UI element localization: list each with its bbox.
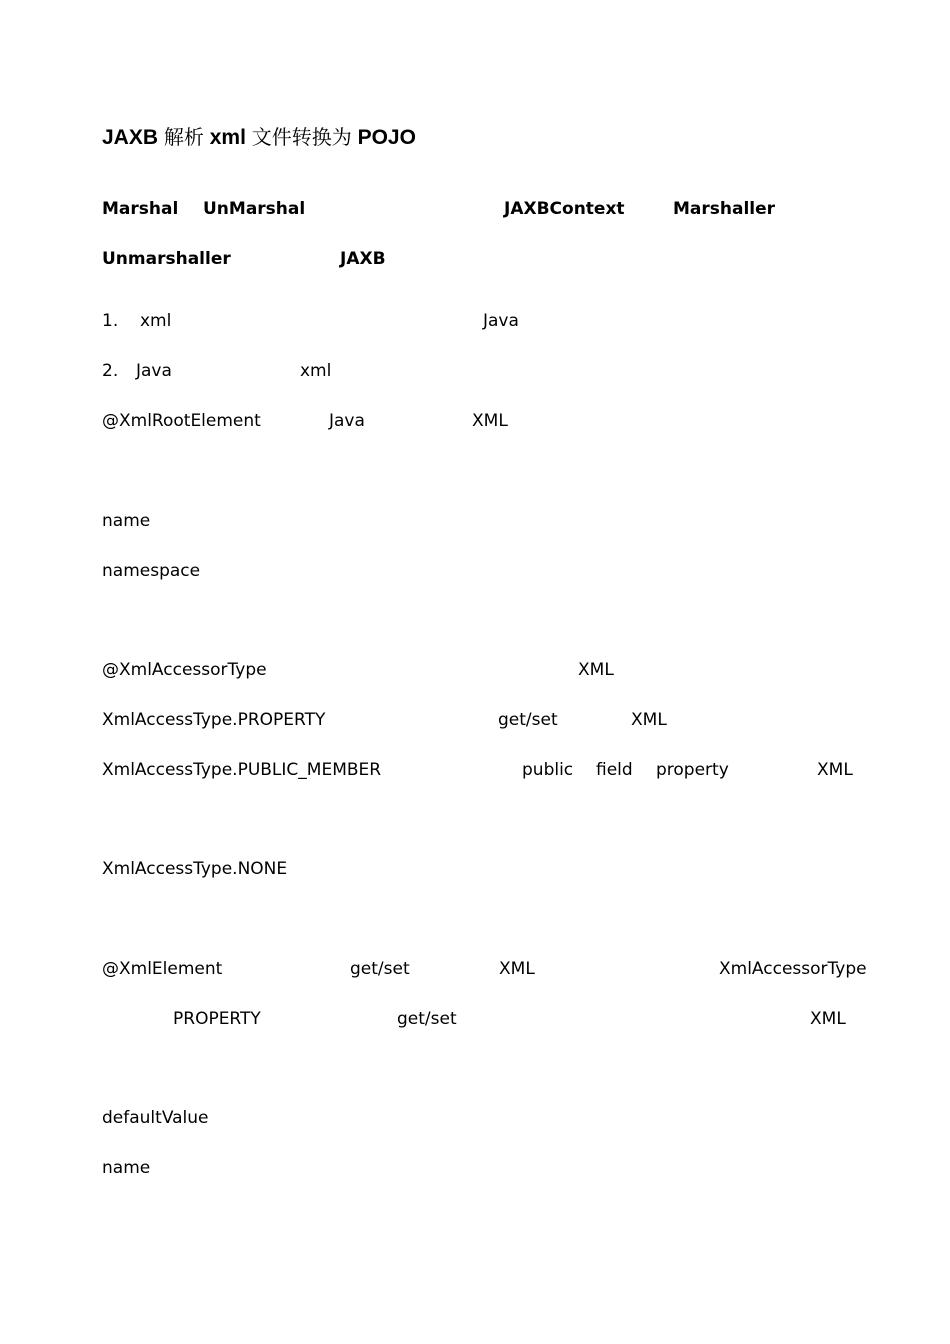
element-param-name: name (102, 1158, 151, 1178)
list-item-1-number: 1. (102, 311, 119, 331)
accessor-type-xml: XML (578, 660, 614, 680)
root-param-name: name (102, 511, 151, 531)
term-jaxbcontext: JAXBContext (504, 199, 625, 219)
list-item-2-xml: xml (300, 361, 332, 381)
property-access-type: XmlAccessType.PROPERTY (102, 710, 326, 730)
list-item-2-java: Java (136, 361, 172, 381)
public-member-access-type: XmlAccessType.PUBLIC_MEMBER (102, 760, 382, 780)
title-convert: 文件转换为 (251, 125, 352, 149)
property-xml: XML (631, 710, 667, 730)
root-element-annotation: @XmlRootElement (102, 411, 261, 431)
list-item-2-number: 2. (102, 361, 119, 381)
public-member-xml: XML (817, 760, 853, 780)
document-title (102, 124, 416, 151)
term-marshal: Marshal (102, 199, 179, 219)
xml-element-cont-get-set: get/set (397, 1009, 457, 1029)
none-access-type: XmlAccessType.NONE (102, 859, 288, 879)
root-element-java: Java (329, 411, 365, 431)
xml-element-xml: XML (499, 959, 535, 979)
title-xml: xml (209, 126, 246, 149)
term-marshaller: Marshaller (673, 199, 776, 219)
accessor-type-annotation: @XmlAccessorType (102, 660, 267, 680)
root-param-namespace: namespace (102, 561, 201, 581)
xml-element-annotation: @XmlElement (102, 959, 223, 979)
element-param-default-value: defaultValue (102, 1108, 209, 1128)
public-member-public: public (522, 760, 574, 780)
property-get-set: get/set (498, 710, 558, 730)
public-member-property: property (656, 760, 729, 780)
xml-element-get-set: get/set (350, 959, 410, 979)
title-jaxb: JAXB (102, 126, 159, 149)
list-item-1-xml: xml (140, 311, 172, 331)
title-parse: 解析 (163, 125, 204, 149)
root-element-xml: XML (472, 411, 508, 431)
term-jaxb: JAXB (340, 249, 386, 269)
term-unmarshal: UnMarshal (203, 199, 306, 219)
xml-element-cont-xml: XML (810, 1009, 846, 1029)
title-pojo: POJO (357, 126, 416, 149)
public-member-field: field (596, 760, 633, 780)
list-item-1-java: Java (483, 311, 519, 331)
term-unmarshaller: Unmarshaller (102, 249, 231, 269)
xml-element-accessor-type: XmlAccessorType (719, 959, 867, 979)
xml-element-property: PROPERTY (173, 1009, 261, 1029)
